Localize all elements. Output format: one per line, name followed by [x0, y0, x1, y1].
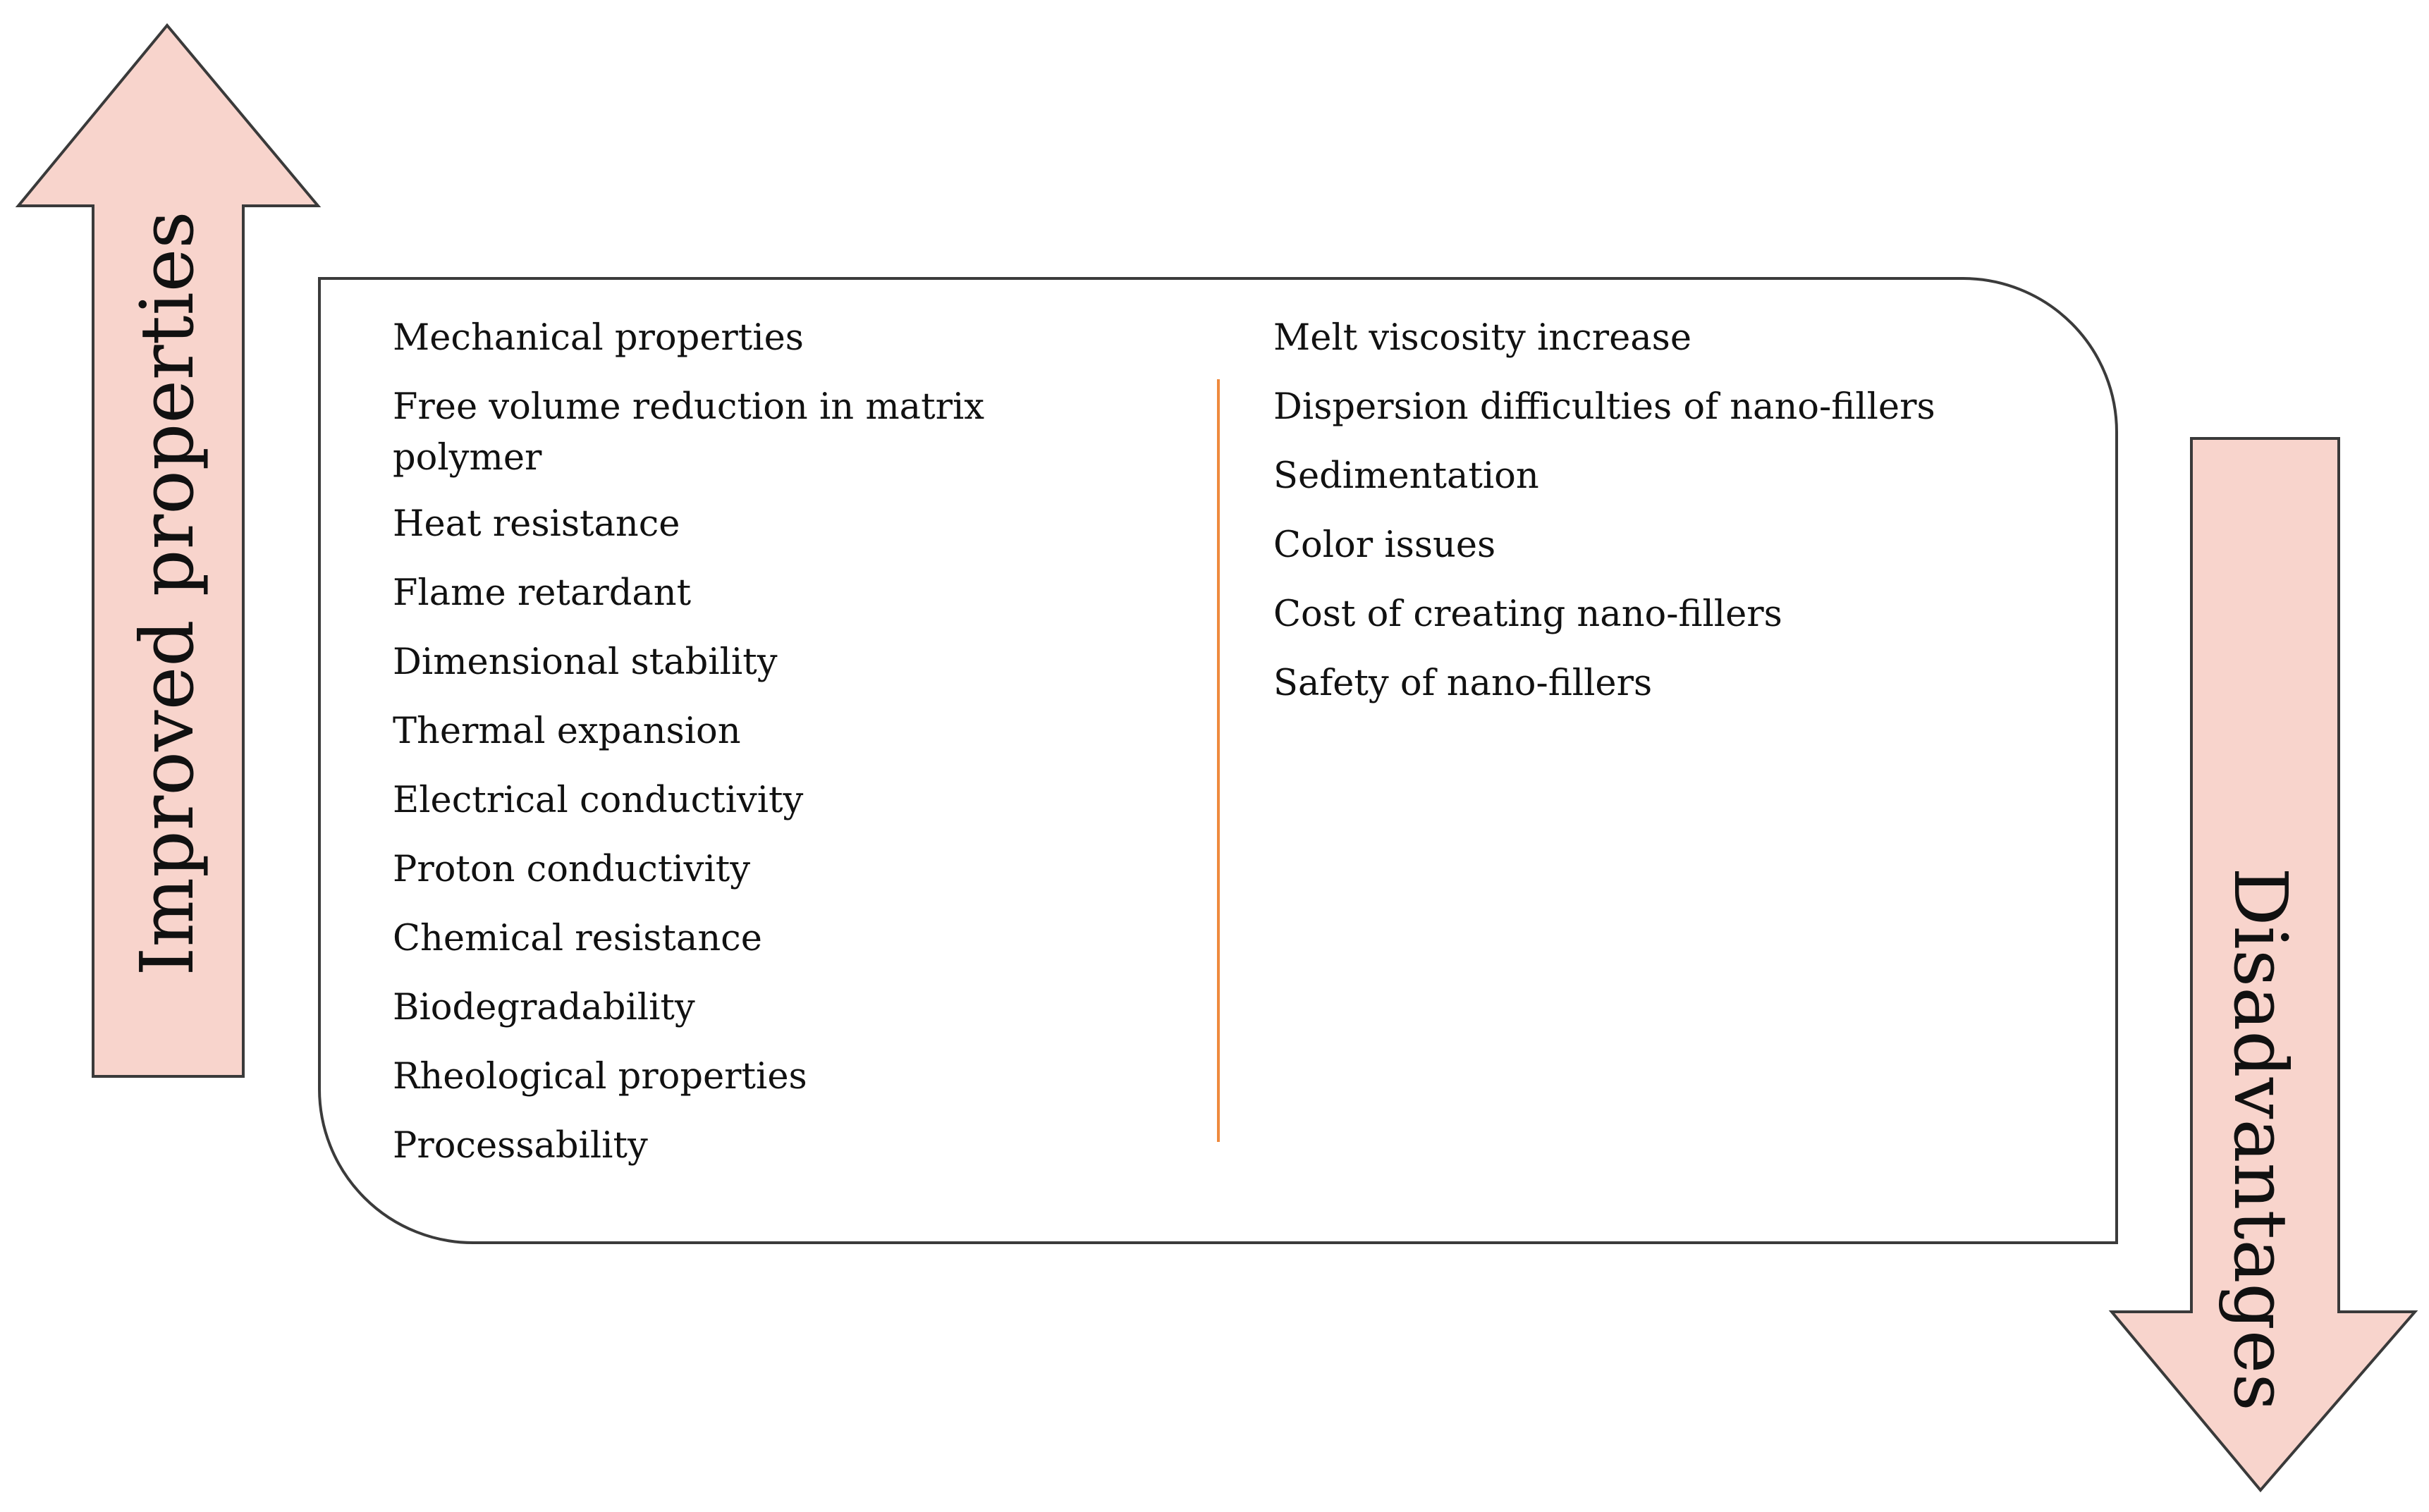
list-item: Dimensional stability: [393, 641, 778, 683]
disadvantages-list: [1273, 313, 2105, 727]
list-item: Thermal expansion: [393, 711, 741, 752]
list-item: Heat resistance: [393, 503, 680, 545]
list-item: Melt viscosity increase: [1273, 317, 1692, 359]
list-item: Proton conductivity: [393, 849, 751, 890]
list-item: Biodegradability: [393, 987, 695, 1028]
list-item: Processability: [393, 1125, 648, 1167]
list-item: Mechanical properties: [393, 317, 804, 359]
list-item: Dispersion difficulties of nano-fillers: [1273, 386, 1935, 428]
disadvantages-label: Disadvantages: [2217, 867, 2303, 1411]
list-item: Safety of nano-fillers: [1273, 663, 1653, 704]
improved-properties-list: [393, 313, 1182, 1190]
list-item: Sedimentation: [1273, 455, 1539, 497]
column-divider: [1217, 379, 1220, 1142]
list-item: Electrical conductivity: [393, 780, 804, 821]
list-item: Flame retardant: [393, 572, 692, 614]
improved-properties-label: Improved properties: [124, 211, 210, 976]
list-item: Chemical resistance: [393, 918, 762, 959]
list-item: Rheological properties: [393, 1056, 807, 1098]
list-item: Color issues: [1273, 524, 1496, 566]
list-item: Cost of creating nano-fillers: [1273, 594, 1782, 635]
list-item: Free volume reduction in matrix polymer: [393, 386, 985, 479]
